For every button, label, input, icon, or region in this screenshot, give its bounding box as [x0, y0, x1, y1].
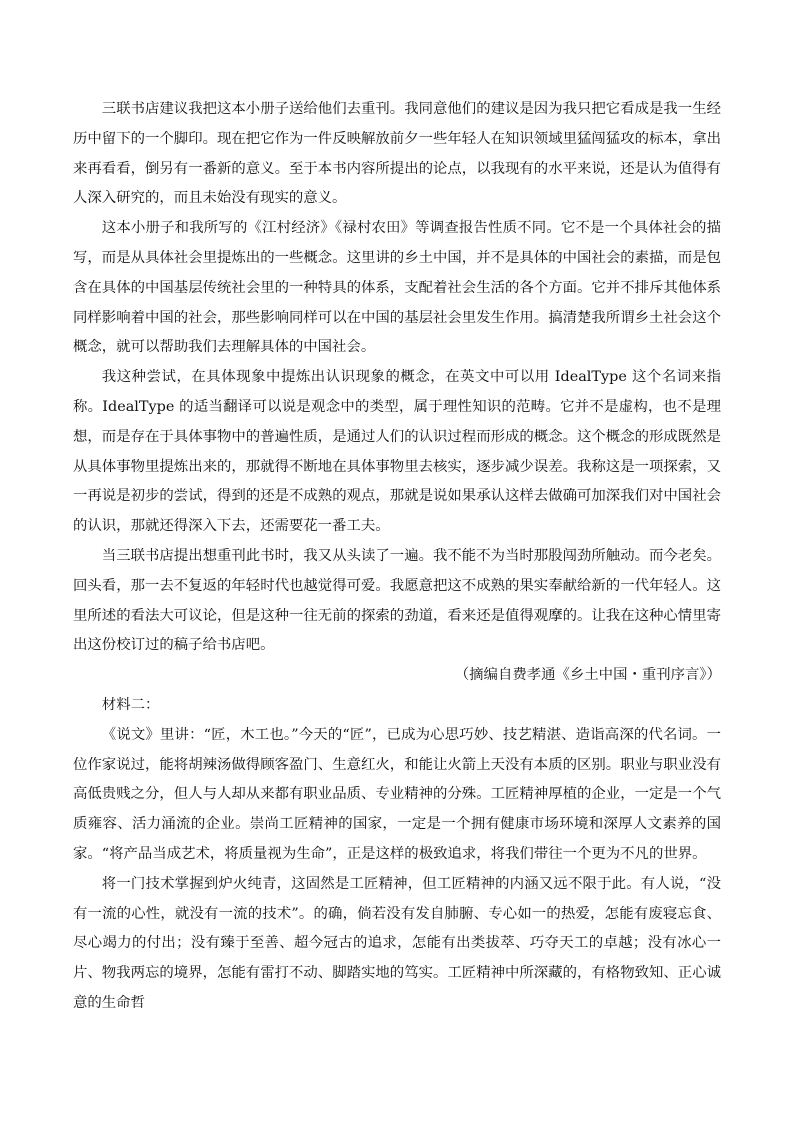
material2-label: 材料二： — [101, 696, 160, 713]
material1-paragraph-2: 这本小册子和我所写的《江村经济》《禄村农田》等调查报告性质不同。它不是一个具体社会的描写，而是从具体社会里提炼出的一些概念。这里讲的乡土中国，并不是具体的中国社会的素描，而是包含在具体的中国基层传统社会里的一种特具的体系，支配着社会生活的各个方面。它并不排斥其他体系同样影响着中国的社会，那些影响同样可以在中国的基层社会里发生作用。搞清楚我所谓乡土社会这个概念，就可以帮助我们去理解具体的中国社会。 — [73, 220, 721, 356]
material2-paragraph-1: 《说文》里讲：“匠，木工也。”今天的“匠”，已成为心思巧妙、技艺精湛、造诣高深的代名词。一位作家说过，能将胡辣汤做得顾客盈门、生意红火，和能让火箭上天没有本质的区别。职业与职业没有高低贵贱之分，但人与人却从来都有职业品质、专业精神的分殊。工匠精神厚植的企业，一定是一个气质雍容、活力涌流的企业。崇尚工匠精神的国家，一定是一个拥有健康市场环境和深厚人文素养的国家。“将产品当成艺术，将质量视为生命”，正是这样的极致追求，将我们带往一个更为不凡的世界。 — [73, 726, 721, 862]
source-attribution: （摘编自费孝通《乡土中国・重刊序言》） — [454, 667, 721, 684]
material1-paragraph-3: 我这种尝试，在具体现象中提炼出认识现象的概念，在英文中可以用 IdealType 这个名词来指称。IdealType 的适当翻译可以说是观念中的类型，属于理性知识的范畴。它并不是虚构，也不是理想，而是存在于具体事物中的普遍性质，是通过人们的认识过程而形成的概念。这个概念的形成既然是从具体事物里提炼出来的，那就得不断地在具体事物里去核实，逐步减少误差。我称这是一项探索，又一再说是初步的尝试，得到的还是不成熟的观点，那就是说如果承认这样去做确可加深我们对中国社会的认识，那就还得深入下去，还需要花一番工夫。 — [73, 369, 721, 535]
document-body — [73, 95, 721, 1019]
material2-paragraph-2: 将一门技术掌握到炉火纯青，这固然是工匠精神，但工匠精神的内涵又远不限于此。有人说，“没有一流的心性，就没有一流的技术”。的确，倘若没有发自肺腑、专心如一的热爱，怎能有废寝忘食、尽心竭力的付出；没有臻于至善、超今冠古的追求，怎能有出类拔萃、巧夺天工的卓越；没有冰心一片、物我两忘的境界，怎能有雷打不动、脚踏实地的笃实。工匠精神中所深藏的，有格物致知、正心诚意的生命哲 — [73, 875, 721, 1011]
material1-paragraph-4: 当三联书店提出想重刊此书时，我又从头读了一遍。我不能不为当时那股闯劲所触动。而今老矣。回头看，那一去不复返的年轻时代也越觉得可爱。我愿意把这不成熟的果实奉献给新的一代年轻人。这里所述的看法大可议论，但是这种一往无前的探索的劲道，看来还是值得观摩的。让我在这种心情里寄出这份校订过的稿子给书店吧。 — [73, 547, 721, 654]
material1-paragraph-1: 三联书店建议我把这本小册子送给他们去重刊。我同意他们的建议是因为我只把它看成是我一生经历中留下的一个脚印。现在把它作为一件反映解放前夕一些年轻人在知识领域里猛闯猛攻的标本，拿出来再看看，倒另有一番新的意义。至于本书内容所提出的论点，以我现有的水平来说，还是认为值得有人深入研究的，而且未始没有现实的意义。 — [73, 101, 721, 207]
